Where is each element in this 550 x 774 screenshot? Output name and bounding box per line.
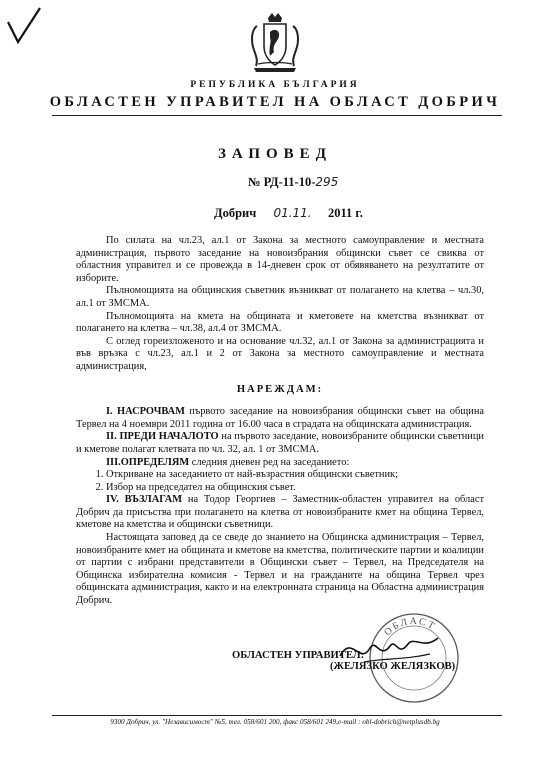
item-i: [76, 406, 484, 431]
order-number: [248, 175, 338, 190]
item-i-head: I. НАСРОЧВАМ: [106, 406, 185, 418]
item-iii-text: следния дневен ред на заседанието:: [189, 456, 350, 468]
agenda-item: 2. Избор на председател на общинския съвет.: [106, 482, 484, 495]
document-title: ЗАПОВЕД: [217, 146, 333, 162]
item-iii-head: III.ОПРЕДЕЛЯМ: [106, 456, 190, 468]
paragraph-mayor-powers: Пълномощията на кмета на общината и кметовете на кметства възникват от полагането на клетва – чл.38, ал.4 от ЗМСМА.: [76, 310, 484, 335]
order-number-handwritten: 295: [315, 175, 339, 189]
order-date-handwritten: 01.11.: [273, 206, 312, 220]
item-ii-text: на първото заседание, новоизбраните общински съветници и кметове полагат клетвата по чл. 32, ал. 1 от ЗМСМА.: [76, 431, 484, 455]
footer-contact: 9300 Добрич, ул. "Независимост" №5, тел. 058/601 200, факс 058/601 249,e-mail : obl-dobrich@netplusdb.bg: [110, 718, 440, 726]
item-i-text: първото заседание на новоизбрания общински съвет на община Тервел на 4 ноември 2011 година от 16.00 часа в сградата на общинската администрация.: [76, 406, 484, 430]
office-heading: ОБЛАСТЕН УПРАВИТЕЛ НА ОБЛАСТ ДОБРИЧ: [49, 94, 501, 110]
paragraph-grounds: С оглед гореизложеното и на основание чл.32, ал.1 от Закона за администрацията и във връзка с чл.23, ал.1 и 2 от Закона за местното самоуправление и местната администрация,: [76, 335, 484, 372]
order-number-prefix: № РД-11-10-: [248, 175, 316, 189]
agenda-item: 1. Откриване на заседанието от най-възрастния общински съветник;: [106, 469, 484, 482]
item-ii: [76, 431, 484, 456]
order-city: Добрич: [214, 206, 257, 220]
agenda-list: [76, 469, 484, 494]
signatory-title: ОБЛАСТЕН УПРАВИТЕЛ:: [232, 650, 365, 661]
directive-heading: НАРЕЖДАМ:: [236, 383, 324, 395]
republic-heading: РЕПУБЛИКА БЪЛГАРИЯ: [190, 80, 360, 90]
paragraph-legal-basis: По силата на чл.23, ал.1 от Закона за местното самоуправление и местната администрация, първото заседание на новоизбрания общински съвет се свиква от областния управител и се провежда в 14-дневен срок от обявяването на резултатите от изборите.: [76, 235, 484, 284]
order-body: [76, 235, 484, 608]
footer-divider: [52, 715, 502, 716]
item-iv-head: IV. ВЪЗЛАГАМ: [106, 494, 183, 506]
item-ii-head: II. ПРЕДИ НАЧАЛОТО: [106, 431, 219, 443]
paragraph-notification: Настоящата заповед да се сведе до знанието на Общинска администрация – Тервел, новоизбраните кмет на общината и кметове на кметства, политическите партии и коалиции от партии с избрани представители в Общински съвет – Тервел, на Председателя на Общинска избирателна комисия - Тервел и на гражданите на община Тервел чрез общинската администрация, както и на електронната страница на Областна администрация Добрич.: [76, 532, 484, 607]
order-year: 2011 г.: [328, 206, 363, 220]
item-iii: [76, 457, 484, 470]
checkmark-icon: [6, 6, 42, 46]
item-iv-text: на Тодор Георгиев – Заместник-областен управител на област Добрич да присъства при полагането на клетва от новоизбраните кмет на община Тервел, кметове на кметства и общински съветници.: [76, 494, 484, 531]
coat-of-arms-icon: [248, 12, 302, 74]
signatory-name: (ЖЕЛЯЗКО ЖЕЛЯЗКОВ): [330, 661, 456, 672]
order-place: [214, 206, 312, 221]
paragraph-councillor-powers: Пълномощията на общинския съветник възникват от полагането на клетва – чл.30, ал.1 от ЗМСМА.: [76, 285, 484, 309]
header-divider: [52, 115, 502, 116]
stamp-text: ОБЛАСТ: [382, 615, 438, 639]
item-iv: [76, 494, 484, 532]
